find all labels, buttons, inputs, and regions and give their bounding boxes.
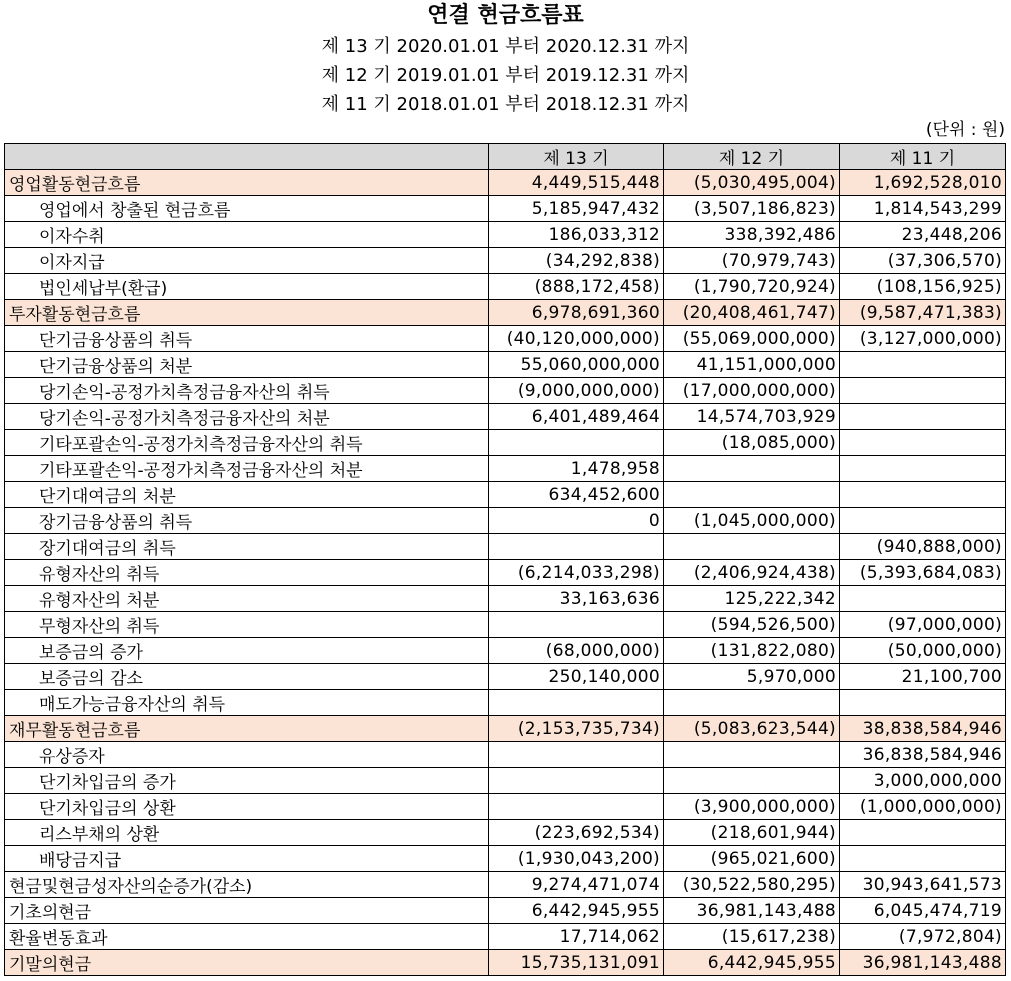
row-value: 1,478,958 xyxy=(489,456,664,482)
row-value: (5,083,623,544) xyxy=(664,716,840,742)
row-value: 6,978,691,360 xyxy=(489,300,664,326)
row-value xyxy=(664,482,840,508)
row-value: (2,406,924,438) xyxy=(664,560,840,586)
row-label: 단기차입금의 상환 xyxy=(5,794,489,820)
row-label: 당기손익-공정가치측정금융자산의 처분 xyxy=(5,404,489,430)
table-row xyxy=(5,560,1006,586)
row-value: 30,943,641,573 xyxy=(840,872,1006,898)
row-label: 이자지급 xyxy=(5,248,489,274)
column-header-label xyxy=(5,144,489,170)
row-label: 투자활동현금흐름 xyxy=(5,300,489,326)
table-row xyxy=(5,196,1006,222)
table-row xyxy=(5,534,1006,560)
row-value xyxy=(489,794,664,820)
statement-header xyxy=(0,0,1011,119)
row-value: 36,981,143,488 xyxy=(664,898,840,924)
row-label: 기타포괄손익-공정가치측정금융자산의 취득 xyxy=(5,430,489,456)
row-value xyxy=(489,690,664,716)
table-row xyxy=(5,586,1006,612)
period-line: 제 12 기 2019.01.01 부터 2019.12.31 까지 xyxy=(321,65,690,86)
row-value: (1,000,000,000) xyxy=(840,794,1006,820)
row-label: 기초의현금 xyxy=(5,898,489,924)
row-value: (5,030,495,004) xyxy=(664,170,840,196)
row-value xyxy=(489,430,664,456)
row-value: (3,507,186,823) xyxy=(664,196,840,222)
row-label: 단기대여금의 처분 xyxy=(5,482,489,508)
row-value: (50,000,000) xyxy=(840,638,1006,664)
row-value: (37,306,570) xyxy=(840,248,1006,274)
table-row xyxy=(5,170,1006,196)
row-value xyxy=(664,456,840,482)
row-value: (131,822,080) xyxy=(664,638,840,664)
row-value: (40,120,000,000) xyxy=(489,326,664,352)
table-row xyxy=(5,508,1006,534)
row-label: 단기차입금의 증가 xyxy=(5,768,489,794)
row-value xyxy=(840,482,1006,508)
table-row xyxy=(5,898,1006,924)
row-value xyxy=(489,768,664,794)
row-label: 기말의현금 xyxy=(5,950,489,976)
row-label: 기타포괄손익-공정가치측정금융자산의 처분 xyxy=(5,456,489,482)
table-row xyxy=(5,716,1006,742)
table-row xyxy=(5,378,1006,404)
row-value: (3,900,000,000) xyxy=(664,794,840,820)
row-value: (108,156,925) xyxy=(840,274,1006,300)
table-row xyxy=(5,274,1006,300)
row-label: 단기금융상품의 처분 xyxy=(5,352,489,378)
column-header-period-12: 제 12 기 xyxy=(664,144,840,170)
row-label: 보증금의 증가 xyxy=(5,638,489,664)
table-row xyxy=(5,638,1006,664)
row-value: (70,979,743) xyxy=(664,248,840,274)
row-label: 법인세납부(환급) xyxy=(5,274,489,300)
row-label: 이자수취 xyxy=(5,222,489,248)
table-row xyxy=(5,300,1006,326)
row-label: 장기금융상품의 취득 xyxy=(5,508,489,534)
row-value: 15,735,131,091 xyxy=(489,950,664,976)
row-value xyxy=(840,820,1006,846)
row-value: 6,442,945,955 xyxy=(489,898,664,924)
row-value: (97,000,000) xyxy=(840,612,1006,638)
row-label: 매도가능금융자산의 취득 xyxy=(5,690,489,716)
row-label: 보증금의 감소 xyxy=(5,664,489,690)
row-value: (15,617,238) xyxy=(664,924,840,950)
table-row xyxy=(5,820,1006,846)
row-value: (30,522,580,295) xyxy=(664,872,840,898)
column-header-period-13: 제 13 기 xyxy=(489,144,664,170)
row-value: 634,452,600 xyxy=(489,482,664,508)
row-value: 6,045,474,719 xyxy=(840,898,1006,924)
row-value: 250,140,000 xyxy=(489,664,664,690)
row-value: (223,692,534) xyxy=(489,820,664,846)
row-value: (7,972,804) xyxy=(840,924,1006,950)
row-label: 리스부채의 상환 xyxy=(5,820,489,846)
row-value xyxy=(664,534,840,560)
row-value xyxy=(840,586,1006,612)
row-label: 영업에서 창출된 현금흐름 xyxy=(5,196,489,222)
row-value: 36,981,143,488 xyxy=(840,950,1006,976)
row-value: 1,692,528,010 xyxy=(840,170,1006,196)
row-value: (940,888,000) xyxy=(840,534,1006,560)
row-value: 1,814,543,299 xyxy=(840,196,1006,222)
row-value xyxy=(840,352,1006,378)
table-row xyxy=(5,872,1006,898)
row-value: 17,714,062 xyxy=(489,924,664,950)
table-row xyxy=(5,742,1006,768)
row-value xyxy=(840,508,1006,534)
row-label: 유상증자 xyxy=(5,742,489,768)
row-value xyxy=(489,612,664,638)
row-label: 환율변동효과 xyxy=(5,924,489,950)
statement-title: 연결 현금흐름표 xyxy=(427,3,584,28)
row-value: (1,930,043,200) xyxy=(489,846,664,872)
table-row xyxy=(5,456,1006,482)
row-value xyxy=(664,742,840,768)
row-value: (9,587,471,383) xyxy=(840,300,1006,326)
row-value: (34,292,838) xyxy=(489,248,664,274)
row-label: 배당금지급 xyxy=(5,846,489,872)
row-value: 38,838,584,946 xyxy=(840,716,1006,742)
row-label: 단기금융상품의 취득 xyxy=(5,326,489,352)
row-value xyxy=(664,690,840,716)
table-row xyxy=(5,924,1006,950)
row-value xyxy=(840,430,1006,456)
row-value: 6,442,945,955 xyxy=(664,950,840,976)
row-value: (594,526,500) xyxy=(664,612,840,638)
row-value xyxy=(489,742,664,768)
row-value: (218,601,944) xyxy=(664,820,840,846)
row-value: 9,274,471,074 xyxy=(489,872,664,898)
row-value: 55,060,000,000 xyxy=(489,352,664,378)
table-row xyxy=(5,612,1006,638)
row-value: (6,214,033,298) xyxy=(489,560,664,586)
row-value xyxy=(840,456,1006,482)
table-row xyxy=(5,950,1006,976)
table-row xyxy=(5,690,1006,716)
row-value: 338,392,486 xyxy=(664,222,840,248)
row-label: 당기손익-공정가치측정금융자산의 취득 xyxy=(5,378,489,404)
row-value: 186,033,312 xyxy=(489,222,664,248)
row-value xyxy=(840,404,1006,430)
row-value xyxy=(664,768,840,794)
row-value: 14,574,703,929 xyxy=(664,404,840,430)
table-row xyxy=(5,222,1006,248)
table-header-row xyxy=(5,144,1006,170)
table-row xyxy=(5,248,1006,274)
row-value: 5,185,947,432 xyxy=(489,196,664,222)
row-label: 유형자산의 취득 xyxy=(5,560,489,586)
row-value xyxy=(840,846,1006,872)
row-value: (1,790,720,924) xyxy=(664,274,840,300)
row-value: (888,172,458) xyxy=(489,274,664,300)
row-value: 0 xyxy=(489,508,664,534)
table-row xyxy=(5,664,1006,690)
row-value: 3,000,000,000 xyxy=(840,768,1006,794)
row-value: (1,045,000,000) xyxy=(664,508,840,534)
row-value: (965,021,600) xyxy=(664,846,840,872)
table-row xyxy=(5,326,1006,352)
table-row xyxy=(5,846,1006,872)
row-value: (2,153,735,734) xyxy=(489,716,664,742)
row-value: 4,449,515,448 xyxy=(489,170,664,196)
row-value: (3,127,000,000) xyxy=(840,326,1006,352)
row-value: (17,000,000,000) xyxy=(664,378,840,404)
table-row xyxy=(5,768,1006,794)
table-row xyxy=(5,404,1006,430)
unit-label: (단위 : 원) xyxy=(925,120,1005,140)
row-value: (9,000,000,000) xyxy=(489,378,664,404)
row-value: 41,151,000,000 xyxy=(664,352,840,378)
row-value: (20,408,461,747) xyxy=(664,300,840,326)
table-row xyxy=(5,430,1006,456)
row-value: (18,085,000) xyxy=(664,430,840,456)
table-row xyxy=(5,482,1006,508)
cash-flow-table xyxy=(4,143,1006,976)
row-value: 5,970,000 xyxy=(664,664,840,690)
table-row xyxy=(5,352,1006,378)
table-body xyxy=(5,170,1006,976)
row-label: 장기대여금의 취득 xyxy=(5,534,489,560)
row-value xyxy=(489,534,664,560)
row-value: 21,100,700 xyxy=(840,664,1006,690)
column-header-period-11: 제 11 기 xyxy=(840,144,1006,170)
row-label: 무형자산의 취득 xyxy=(5,612,489,638)
row-value xyxy=(840,378,1006,404)
row-value: (5,393,684,083) xyxy=(840,560,1006,586)
row-label: 재무활동현금흐름 xyxy=(5,716,489,742)
row-label: 유형자산의 처분 xyxy=(5,586,489,612)
table-row xyxy=(5,794,1006,820)
row-value: 33,163,636 xyxy=(489,586,664,612)
row-value: 36,838,584,946 xyxy=(840,742,1006,768)
row-value: (55,069,000,000) xyxy=(664,326,840,352)
row-value xyxy=(840,690,1006,716)
row-value: (68,000,000) xyxy=(489,638,664,664)
period-line: 제 11 기 2018.01.01 부터 2018.12.31 까지 xyxy=(321,94,690,115)
row-value: 6,401,489,464 xyxy=(489,404,664,430)
row-label: 현금및현금성자산의순증가(감소) xyxy=(5,872,489,898)
row-value: 125,222,342 xyxy=(664,586,840,612)
row-value: 23,448,206 xyxy=(840,222,1006,248)
period-line: 제 13 기 2020.01.01 부터 2020.12.31 까지 xyxy=(321,36,690,57)
row-label: 영업활동현금흐름 xyxy=(5,170,489,196)
